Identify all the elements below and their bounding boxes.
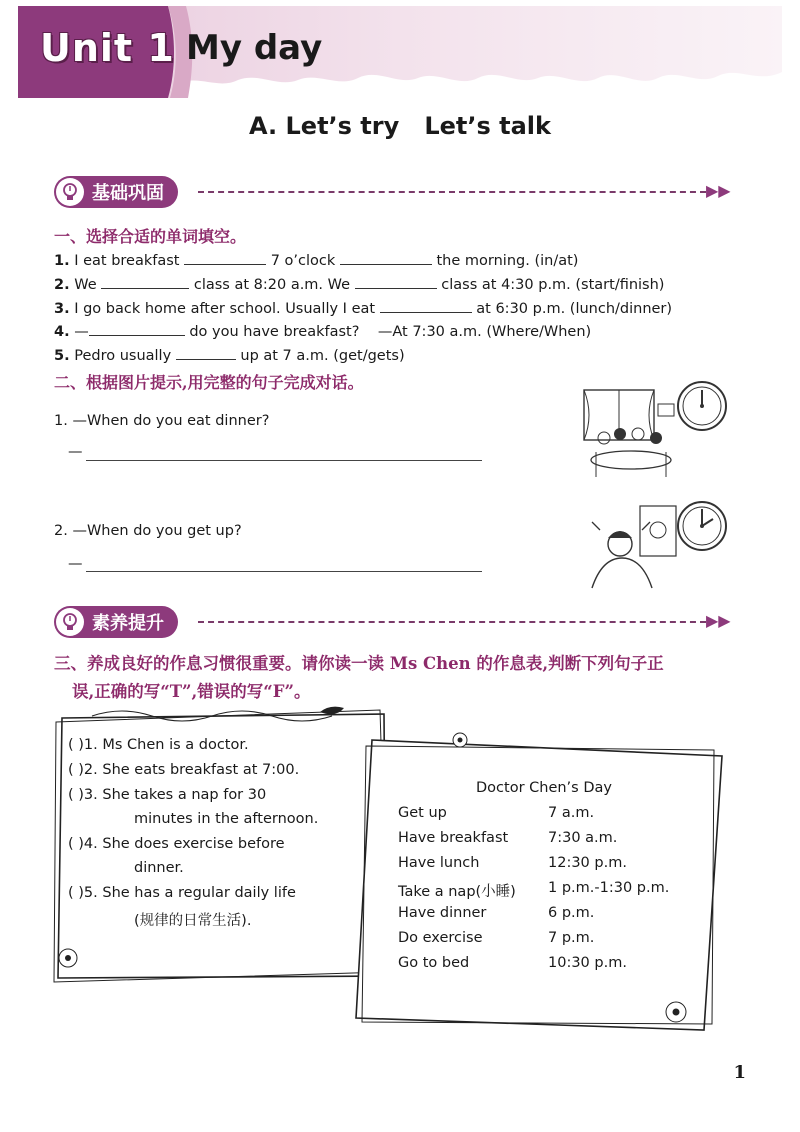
answer-blank[interactable] <box>355 274 437 289</box>
question-5: 5. Pedro usually up at 7 a.m. (get/gets) <box>54 345 405 364</box>
dialogue-dash: — <box>68 556 83 572</box>
schedule-activity: Have lunch <box>398 855 480 871</box>
question-3: 3. I go back home after school. Usually I eat at 6:30 p.m. (lunch/dinner) <box>54 298 672 317</box>
section-pill-advanced <box>54 606 178 638</box>
lesson-title: A. Let’s try Let’s talk <box>249 112 551 140</box>
double-arrow-icon: ▶▶ <box>706 611 731 630</box>
question-1: 1. I eat breakfast 7 o’clock the morning. (in/at) <box>54 250 578 269</box>
lightbulb-icon <box>56 178 84 206</box>
schedule-activity: Have dinner <box>398 905 487 921</box>
answer-blank[interactable] <box>380 298 472 313</box>
schedule-time: 12:30 p.m. <box>548 855 627 871</box>
statement-5: ( )5. She has a regular daily life <box>68 885 296 901</box>
statement-3-cont: minutes in the afternoon. <box>134 811 319 827</box>
clock-icon <box>676 380 728 432</box>
page-number: 1 <box>733 1062 746 1083</box>
answer-blank[interactable] <box>184 250 266 265</box>
section-pill-label: 基础巩固 <box>92 183 164 204</box>
answer-blank[interactable] <box>101 274 189 289</box>
dialogue-question-2: 2. —When do you get up? <box>54 523 242 539</box>
unit-label: Unit 1 <box>40 26 175 70</box>
statement-2: ( )2. She eats breakfast at 7:00. <box>68 762 300 778</box>
schedule-time: 7:30 a.m. <box>548 830 618 846</box>
answer-blank[interactable] <box>89 321 185 336</box>
schedule-time: 10:30 p.m. <box>548 955 627 971</box>
boy-waking-illustration <box>582 500 682 592</box>
dialogue-dash: — <box>68 444 83 460</box>
answer-line-1[interactable] <box>86 460 482 461</box>
statement-4: ( )4. She does exercise before <box>68 836 285 852</box>
lightbulb-icon <box>56 608 84 636</box>
part1-heading: 一、选择合适的单词填空。 <box>54 227 247 246</box>
statement-3: ( )3. She takes a nap for 30 <box>68 787 267 803</box>
statement-1: ( )1. Ms Chen is a doctor. <box>68 737 249 753</box>
statement-4-cont: dinner. <box>134 860 184 876</box>
double-arrow-icon: ▶▶ <box>706 181 731 200</box>
unit-title: My day <box>186 28 323 68</box>
schedule-time: 7 p.m. <box>548 930 595 946</box>
part3-instruction-line2: 误,正确的写“T”,错误的写“F”。 <box>72 682 311 701</box>
schedule-time: 7 a.m. <box>548 805 595 821</box>
part3-instruction-line1: 三、养成良好的作息习惯很重要。请你读一读 Ms Chen 的作息表,判断下列句子正 <box>54 654 664 673</box>
question-4: 4. — do you have breakfast? —At 7:30 a.m. (Where/When) <box>54 321 591 340</box>
section-divider <box>198 621 706 623</box>
schedule-title: Doctor Chen’s Day <box>476 780 612 796</box>
part2-heading: 二、根据图片提示,用完整的句子完成对话。 <box>54 373 364 392</box>
schedule-activity: Get up <box>398 805 447 821</box>
schedule-activity: Go to bed <box>398 955 470 971</box>
schedule-time: 6 p.m. <box>548 905 595 921</box>
schedule-activity: Have breakfast <box>398 830 509 846</box>
question-2: 2. We class at 8:20 a.m. We class at 4:30 p.m. (start/finish) <box>54 274 664 293</box>
answer-blank[interactable] <box>340 250 432 265</box>
schedule-time: 1 p.m.-1:30 p.m. <box>548 880 670 896</box>
schedule-activity: Take a nap(小睡) <box>398 884 516 900</box>
schedule-activity: Do exercise <box>398 930 483 946</box>
flower-icon <box>59 949 77 967</box>
section-divider <box>198 191 706 193</box>
statement-5-cont: (规律的日常生活). <box>134 913 252 929</box>
clock-icon <box>676 500 728 552</box>
leaf-icon <box>320 707 344 715</box>
answer-blank[interactable] <box>176 345 236 360</box>
section-pill-label: 素养提升 <box>92 613 164 634</box>
dialogue-question-1: 1. —When do you eat dinner? <box>54 413 270 429</box>
answer-line-2[interactable] <box>86 571 482 572</box>
section-pill-basic <box>54 176 178 208</box>
